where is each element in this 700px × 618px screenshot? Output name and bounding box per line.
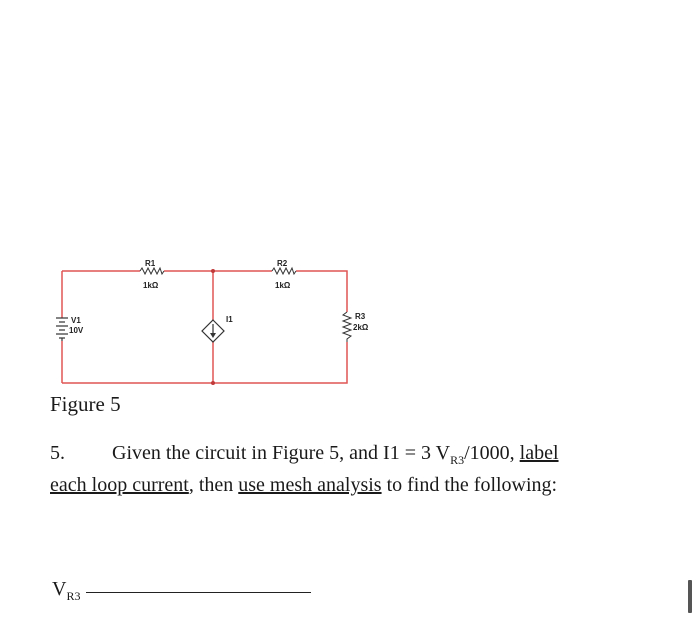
resistor-r2 [272, 259, 296, 290]
voltage-source-v1 [56, 316, 84, 341]
answer-v-label: V [52, 578, 67, 600]
question-number: 5. [50, 442, 65, 464]
r3-value-label: 2kΩ [353, 323, 369, 332]
question-line-1 [50, 442, 559, 468]
question-vr3-subscript: R3 [450, 453, 465, 467]
v1-name-label: V1 [71, 316, 81, 325]
wire-bottom [62, 342, 347, 383]
answer-blank-line[interactable] [86, 591, 311, 593]
v1-value-label: 10V [69, 326, 84, 335]
question-underline-mesh-analysis: use mesh analysis [238, 474, 382, 496]
question-text-a: Given the circuit in Figure 5, and I1 = 3 V [112, 442, 451, 464]
resistor-r3 [343, 312, 369, 342]
i1-name-label: I1 [226, 315, 233, 324]
r1-name-label: R1 [145, 259, 156, 268]
question-text-d: to find the following: [381, 474, 558, 496]
figure-caption: Figure 5 [50, 392, 121, 416]
question-underline-loop-current: each loop current [50, 474, 189, 496]
answer-vr3-row [52, 578, 311, 604]
question-underline-label: label [519, 442, 559, 464]
wire-top-right [296, 271, 347, 312]
circuit-wires [62, 271, 347, 383]
r2-value-label: 1kΩ [275, 281, 291, 290]
answer-r3-subscript: R3 [66, 589, 81, 603]
r2-name-label: R2 [277, 259, 288, 268]
question-line-2 [50, 474, 557, 497]
current-source-i1 [202, 315, 233, 342]
scrollbar-indicator[interactable] [688, 580, 692, 613]
question-text-b: /1000, [464, 442, 520, 464]
r1-value-label: 1kΩ [143, 281, 159, 290]
question-text-c: , then [188, 474, 239, 496]
resistor-r1 [140, 259, 164, 290]
r3-name-label: R3 [355, 312, 366, 321]
